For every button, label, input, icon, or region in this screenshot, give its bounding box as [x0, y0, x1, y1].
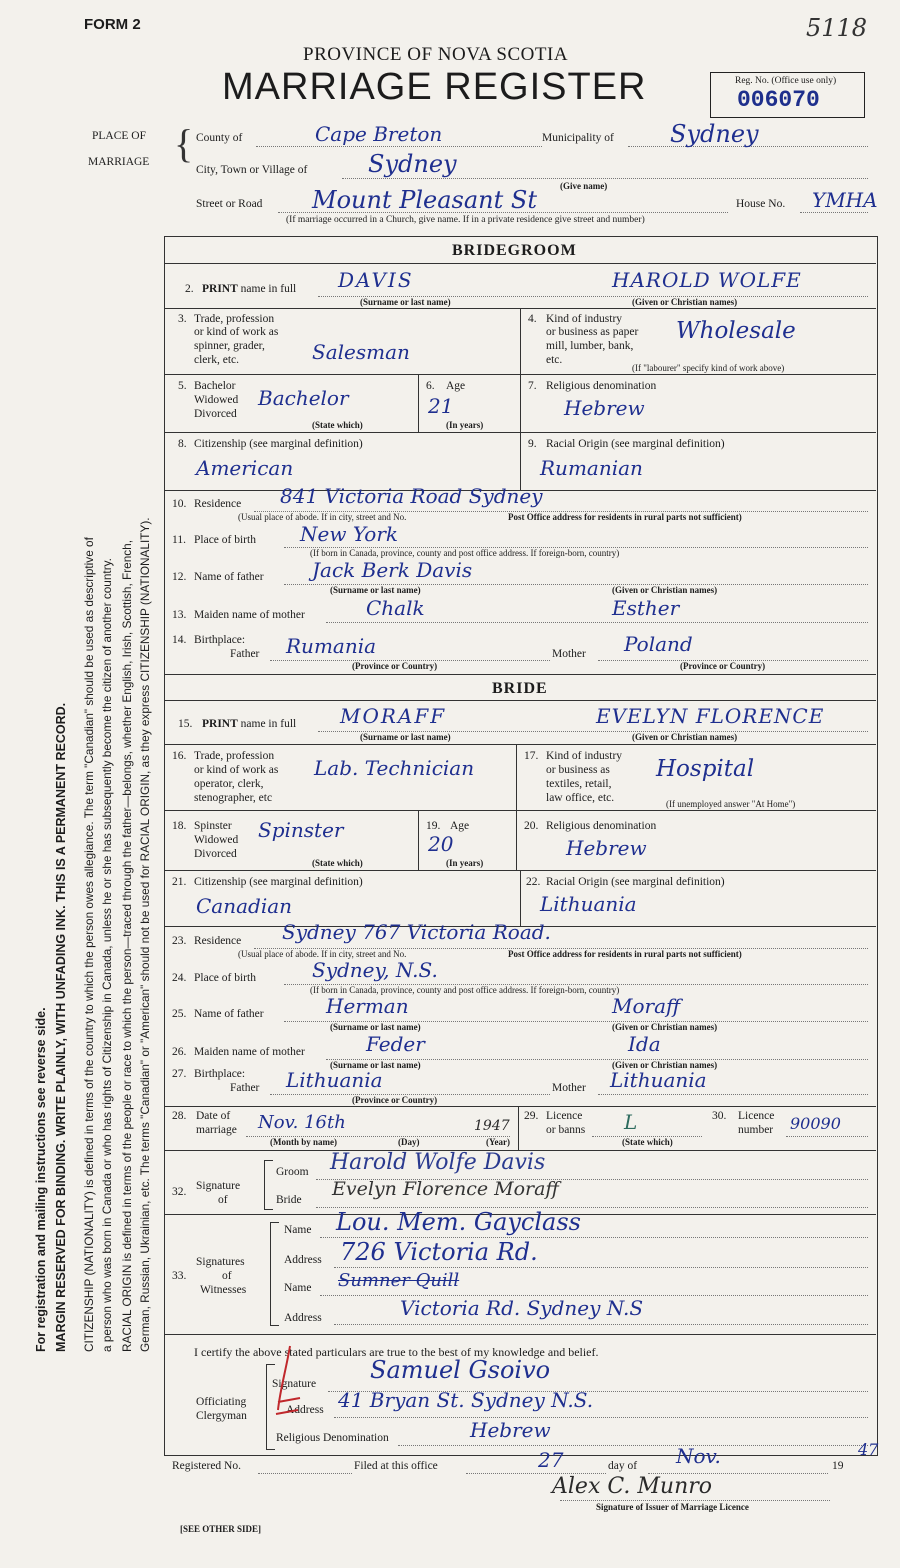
bride-signature: Evelyn Florence Moraff: [332, 1178, 559, 1200]
province-heading: PROVINCE OF NOVA SCOTIA: [303, 44, 569, 65]
margin-line-6: German, Russian, Ukrainian, etc. The terms "Canadian" or "American" should not be used for RACIAL ORIGIN, as they express CITIZENSHIP (NATIONALITY).: [138, 517, 152, 1352]
field-15-num: 15.: [178, 718, 193, 730]
name-in-full-label: name in full: [240, 718, 297, 730]
bride-trade: Lab. Technician: [314, 756, 475, 780]
field-3-l2: or kind of work as: [194, 326, 279, 338]
field-18-l3: Divorced: [194, 848, 237, 860]
groom-surname-caption: (Surname or last name): [360, 297, 451, 307]
w2-name-label: Name: [284, 1282, 312, 1294]
field-18-l1: Spinster: [194, 820, 232, 832]
margin-line-2: MARGIN RESERVED FOR BINDING. WRITE PLAINLY, WITH UNFADING INK. THIS IS A PERMANENT RECORD.: [54, 702, 68, 1352]
groom-mother-given: Esther: [612, 596, 680, 620]
county-value: Cape Breton: [315, 122, 443, 146]
bride-industry-caption: (If unemployed answer "At Home"): [666, 799, 796, 809]
bride-father-caption-a: (Surname or last name): [330, 1022, 421, 1032]
bride-surname: MORAFF: [340, 704, 447, 728]
bride-mother-given: Ida: [628, 1032, 661, 1056]
filed-day: 27: [538, 1448, 564, 1472]
form-title: MARRIAGE REGISTER: [222, 66, 647, 108]
field-4-l1: Kind of industry: [546, 313, 623, 325]
field-21-num: 21.: [172, 876, 187, 888]
field-17-l1: Kind of industry: [546, 750, 623, 762]
print-label: PRINT: [202, 283, 238, 295]
clergyman-label: Clergyman: [196, 1410, 247, 1422]
issuer-signature: Alex C. Munro: [552, 1474, 713, 1499]
field-29-l2: or banns: [546, 1124, 586, 1136]
clergy-signature: Samuel Gsoivo: [370, 1356, 551, 1384]
reg-label: Reg. No. (Office use only): [735, 76, 837, 86]
field-12-l1: Name of father: [194, 571, 264, 583]
field-27-l2: Father: [230, 1082, 260, 1094]
field-4-l2: or business as paper: [546, 326, 639, 338]
field-6-num: 6.: [426, 380, 435, 392]
field-10-num: 10.: [172, 498, 187, 510]
groom-father-bp-caption: (Province or Country): [352, 661, 438, 671]
field-11-num: 11.: [172, 534, 186, 546]
field-8-num: 8.: [178, 438, 187, 450]
field-2-label: [202, 283, 296, 296]
witness-brace: [270, 1222, 279, 1326]
bride-surname-caption: (Surname or last name): [360, 732, 451, 742]
field-5-l3: Divorced: [194, 408, 237, 420]
field-27-l1: Birthplace:: [194, 1068, 246, 1080]
groom-age-caption: (In years): [446, 420, 484, 430]
field-4-l4: etc.: [546, 354, 563, 366]
reg-box: [710, 72, 865, 118]
groom-sig-label: Groom: [276, 1166, 309, 1178]
day-caption: (Day): [398, 1137, 420, 1147]
street-label: Street or Road: [196, 198, 263, 210]
field-9-num: 9.: [528, 438, 537, 450]
denomination-label: Religious Denomination: [276, 1432, 389, 1444]
margin-line-1: For registration and mailing instructions see reverse side.: [34, 1007, 48, 1352]
field-17-l4: law office, etc.: [546, 792, 615, 804]
field-9-l1: Racial Origin (see marginal definition): [546, 438, 725, 450]
groom-residence-caption-b: Post Office address for residents in rural parts not sufficient): [508, 512, 742, 522]
bride-age-caption: (In years): [446, 858, 484, 868]
field-17-l2: or business as: [546, 764, 610, 776]
bride-father-caption-b: (Given or Christian names): [612, 1022, 718, 1032]
field-13-num: 13.: [172, 609, 187, 621]
bride-citizenship: Canadian: [196, 894, 293, 918]
clergy-address-label: Address: [286, 1404, 324, 1416]
day-of-label: day of: [608, 1460, 638, 1472]
year-caption: (Year): [486, 1137, 510, 1147]
groom-racial: Rumanian: [540, 456, 643, 480]
field-16-num: 16.: [172, 750, 187, 762]
field-17-l3: textiles, retail,: [546, 778, 612, 790]
field-14-num: 14.: [172, 634, 187, 646]
field-30-l2: number: [738, 1124, 774, 1136]
field-15-label: [202, 718, 296, 731]
field-16-l1: Trade, profession: [194, 750, 275, 762]
field-7-num: 7.: [528, 380, 537, 392]
groom-birthplace: New York: [300, 522, 398, 546]
field-24-l1: Place of birth: [194, 972, 256, 984]
street-value: Mount Pleasant St: [312, 186, 537, 214]
bride-mother-caption-b: (Given or Christian names): [612, 1060, 718, 1070]
field-4-num: 4.: [528, 313, 537, 325]
field-19-l1: Age: [450, 820, 470, 832]
field-20-num: 20.: [524, 820, 539, 832]
corner-number: 5118: [806, 14, 868, 42]
bride-birthplace-caption: (If born in Canada, province, county and post office address. If foreign-born, country): [310, 985, 620, 995]
licence-or-banns: L: [624, 1110, 638, 1134]
month-caption: (Month by name): [270, 1137, 337, 1147]
groom-citizenship: American: [196, 456, 294, 480]
bridegroom-heading: BRIDEGROOM: [452, 242, 577, 259]
bride-racial: Lithuania: [540, 892, 637, 916]
groom-trade: Salesman: [312, 340, 410, 364]
witness1-address: 726 Victoria Rd.: [340, 1238, 538, 1266]
groom-mother-surname: Chalk: [366, 596, 425, 620]
field-20-l1: Religious denomination: [546, 820, 657, 832]
groom-birthplace-caption: (If born in Canada, province, county and post office address. If foreign-born, country): [310, 548, 620, 558]
groom-signature: Harold Wolfe Davis: [330, 1150, 546, 1175]
field-28-l2: marriage: [196, 1124, 237, 1136]
bride-mother-caption-a: (Surname or last name): [330, 1060, 421, 1070]
municipality-label: Municipality of: [542, 132, 614, 144]
field-27-num: 27.: [172, 1068, 187, 1080]
bride-father-birthplace: Lithuania: [286, 1068, 383, 1092]
bride-status-caption: (State which): [312, 858, 363, 868]
certify-statement: I certify the above stated particulars are true to the best of my knowledge and belief.: [194, 1345, 599, 1359]
issuer-caption: Signature of Issuer of Marriage Licence: [596, 1502, 749, 1512]
groom-father-caption-b: (Given or Christian names): [612, 585, 718, 595]
field-26-l1: Maiden name of mother: [194, 1046, 305, 1058]
field-33-num: 33.: [172, 1270, 187, 1282]
registered-no-label: Registered No.: [172, 1460, 241, 1472]
w1-name-label: Name: [284, 1224, 312, 1236]
field-32-l1: Signature: [196, 1180, 241, 1192]
margin-line-4: a person who was born in Canada or who has rights of Citizenship in Canada, unless he or she has subsequently become the citizen of another country.: [100, 558, 114, 1352]
field-3-l4: clerk, etc.: [194, 354, 240, 366]
officiating-label: Officiating: [196, 1396, 247, 1408]
bride-mother-label: Mother: [552, 1082, 586, 1094]
groom-mother-bp-caption: (Province or Country): [680, 661, 766, 671]
bride-status: Spinster: [258, 818, 344, 842]
city-value: Sydney: [368, 150, 457, 178]
field-25-num: 25.: [172, 1008, 187, 1020]
groom-father-birthplace: Rumania: [286, 634, 377, 658]
field-33-l2: of: [222, 1270, 232, 1282]
field-28-num: 28.: [172, 1110, 187, 1122]
field-14-l1: Birthplace:: [194, 634, 246, 646]
field-5-num: 5.: [178, 380, 187, 392]
field-2-num: 2.: [185, 283, 194, 295]
field-7-l1: Religious denomination: [546, 380, 657, 392]
field-25-l1: Name of father: [194, 1008, 264, 1020]
city-label: City, Town or Village of: [196, 164, 308, 176]
field-16-l4: stenographer, etc: [194, 792, 273, 804]
witness2-address: Victoria Rd. Sydney N.S: [400, 1296, 644, 1320]
field-22-num: 22.: [526, 876, 541, 888]
bride-age: 20: [428, 832, 454, 856]
field-21-l1: Citizenship (see marginal definition): [194, 876, 363, 888]
field-29-l1: Licence: [546, 1110, 583, 1122]
groom-industry: Wholesale: [676, 318, 796, 344]
groom-residence: 841 Victoria Road Sydney: [280, 484, 543, 508]
filed-label: Filed at this office: [354, 1460, 438, 1472]
field-32-l2: of: [218, 1194, 228, 1206]
bride-father-surname: Moraff: [612, 994, 681, 1018]
groom-surname: DAVIS: [338, 268, 414, 292]
bride-religion: Hebrew: [566, 836, 647, 860]
w2-address-label: Address: [284, 1312, 322, 1324]
groom-mother-birthplace: Poland: [624, 632, 693, 656]
field-23-num: 23.: [172, 935, 187, 947]
bride-father-given: Herman: [326, 994, 409, 1018]
field-3-num: 3.: [178, 313, 187, 325]
witness2-name: Sumner Quill: [338, 1270, 460, 1291]
field-17-num: 17.: [524, 750, 539, 762]
filed-year: 47: [858, 1440, 879, 1459]
groom-status-caption: (State which): [312, 420, 363, 430]
field-19-num: 19.: [426, 820, 441, 832]
field-8-l1: Citizenship (see marginal definition): [194, 438, 363, 450]
bride-given-caption: (Given or Christian names): [632, 732, 738, 742]
clergy-address: 41 Bryan St. Sydney N.S.: [338, 1388, 594, 1412]
street-note: (If marriage occurred in a Church, give name. If in a private residence give street and number): [286, 215, 645, 225]
field-23-l1: Residence: [194, 935, 242, 947]
groom-given: HAROLD WOLFE: [612, 268, 802, 292]
signature-brace: [264, 1160, 273, 1210]
field-4-l3: mill, lumber, bank,: [546, 340, 634, 352]
witness1-name: Lou. Mem. Gayclass: [336, 1208, 581, 1236]
groom-mother-label: Mother: [552, 648, 586, 660]
field-3-l3: spinner, grader,: [194, 340, 265, 352]
field-26-num: 26.: [172, 1046, 187, 1058]
field-6-l1: Age: [446, 380, 466, 392]
brace: {: [174, 121, 194, 166]
year-prefix: 19: [832, 1460, 844, 1472]
groom-status: Bachelor: [258, 386, 349, 410]
bride-sig-label: Bride: [276, 1194, 302, 1206]
w1-address-label: Address: [284, 1254, 322, 1266]
groom-religion: Hebrew: [564, 396, 645, 420]
groom-father-caption-a: (Surname or last name): [330, 585, 421, 595]
field-28-l1: Date of: [196, 1110, 231, 1122]
field-10-l1: Residence: [194, 498, 242, 510]
field-3-l1: Trade, profession: [194, 313, 275, 325]
groom-residence-caption-a: (Usual place of abode. If in city, street and No.: [238, 512, 407, 522]
name-in-full-label: name in full: [240, 283, 297, 295]
marriage-date: Nov. 16th: [258, 1112, 346, 1133]
field-13-l1: Maiden name of mother: [194, 609, 305, 621]
field-22-l1: Racial Origin (see marginal definition): [546, 876, 725, 888]
marriage-label: MARRIAGE: [88, 156, 150, 168]
place-of-label: PLACE OF: [92, 130, 146, 142]
house-value: YMHA: [812, 188, 878, 212]
margin-line-3: CITIZENSHIP (NATIONALITY) is defined in terms of the country to which the person owes allegiance. The term "Canadian" should be used as descriptive of: [82, 537, 96, 1352]
field-5-l2: Widowed: [194, 394, 239, 406]
bride-heading: BRIDE: [492, 680, 548, 697]
groom-industry-caption: (If "labourer" specify kind of work above): [632, 363, 785, 373]
field-30-l1: Licence: [738, 1110, 775, 1122]
house-label: House No.: [736, 198, 786, 210]
municipality-value: Sydney: [670, 120, 759, 148]
bride-residence: Sydney 767 Victoria Road.: [282, 920, 551, 944]
licence-number: 90090: [790, 1114, 841, 1133]
reg-number: 006070: [737, 87, 820, 113]
bride-given: EVELYN FLORENCE: [596, 704, 825, 728]
filed-month: Nov.: [676, 1444, 721, 1468]
field-33-l3: Witnesses: [200, 1284, 247, 1296]
marriage-year: 1947: [474, 1118, 510, 1134]
margin-line-5: RACIAL ORIGIN is defined in terms of the people or race to which the person—traced through the father—belongs, whether English, Irish, Scottish, French,: [120, 540, 134, 1352]
field-24-num: 24.: [172, 972, 187, 984]
form-number: FORM 2: [84, 16, 141, 33]
groom-given-caption: (Given or Christian names): [632, 297, 738, 307]
field-33-l1: Signatures: [196, 1256, 245, 1268]
field-16-l2: or kind of work as: [194, 764, 279, 776]
county-label: County of: [196, 132, 243, 144]
bride-mother-surname: Feder: [366, 1032, 425, 1056]
bride-father-bp-caption: (Province or Country): [352, 1095, 438, 1105]
bride-residence-caption-a: (Usual place of abode. If in city, street and No.: [238, 949, 407, 959]
give-name-caption: (Give name): [560, 181, 608, 191]
field-18-num: 18.: [172, 820, 187, 832]
field-12-num: 12.: [172, 571, 187, 583]
see-other-side: [SEE OTHER SIDE]: [180, 1524, 262, 1534]
red-check-mark: [270, 1340, 310, 1430]
clergy-sig-label: Signature: [272, 1378, 317, 1390]
field-14-l2: Father: [230, 648, 260, 660]
state-which-caption: (State which): [622, 1137, 673, 1147]
field-5-l1: Bachelor: [194, 380, 236, 392]
field-32-num: 32.: [172, 1186, 187, 1198]
bride-industry: Hospital: [656, 756, 755, 782]
field-18-l2: Widowed: [194, 834, 239, 846]
print-label: PRINT: [202, 718, 238, 730]
groom-age: 21: [428, 394, 454, 418]
bride-residence-caption-b: Post Office address for residents in rural parts not sufficient): [508, 949, 742, 959]
field-11-l1: Place of birth: [194, 534, 256, 546]
field-16-l3: operator, clerk,: [194, 778, 264, 790]
field-30-num: 30.: [712, 1110, 727, 1122]
bride-birthplace: Sydney, N.S.: [312, 958, 438, 982]
bride-mother-birthplace: Lithuania: [610, 1068, 707, 1092]
field-29-num: 29.: [524, 1110, 539, 1122]
clergy-denomination: Hebrew: [470, 1418, 551, 1442]
groom-father: Jack Berk Davis: [312, 558, 473, 582]
